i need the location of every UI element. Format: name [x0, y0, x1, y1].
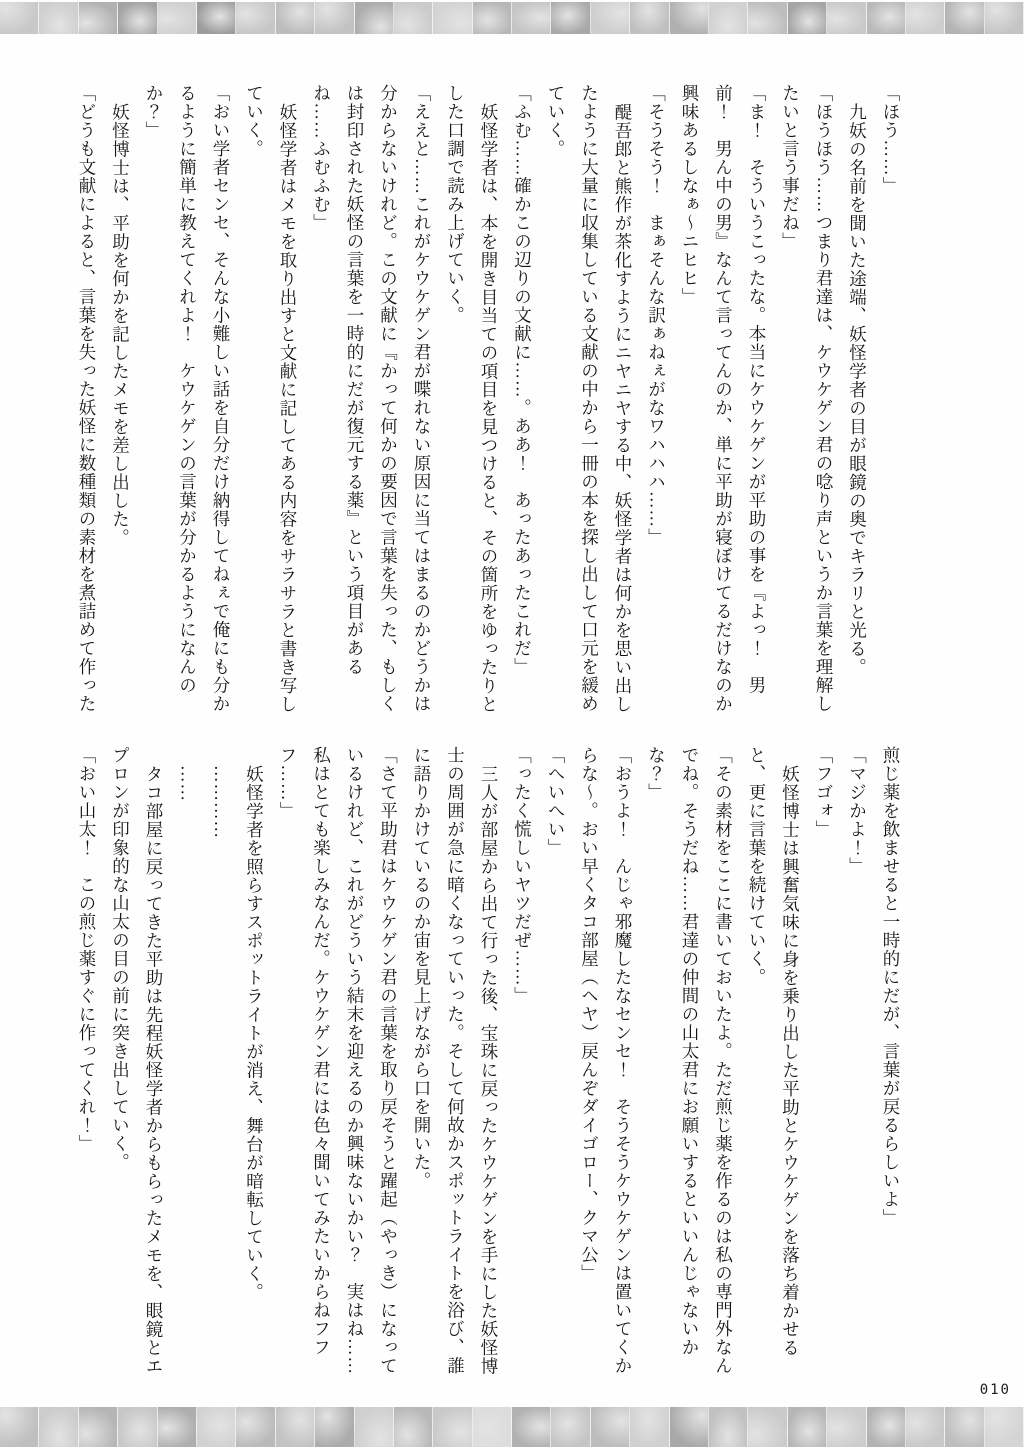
marble-tile: [985, 1407, 1024, 1447]
marble-tile: [473, 2, 512, 34]
marble-tile: [906, 2, 945, 34]
marble-tile: [39, 1407, 78, 1447]
paragraph: ……: [177, 764, 198, 802]
paragraph: 妖怪学者はメモを取り出すと文献に記してある内容をサラサラと書き写していく。: [244, 84, 298, 713]
paragraph: 妖怪学者は、本を開き目当ての項目を見つけると、その箇所をゆったりとした口調で読み上げていく。: [445, 84, 499, 713]
paragraph: 醍吾郎と熊作が茶化すようにニヤニヤする中、妖怪学者は何かを思い出したように大量に収集している文献の中から一冊の本を探し出して口元を緩めていく。: [546, 84, 633, 713]
paragraph: 「おうよ！ んじゃ邪魔したなセンセ！ そうそうケウケゲンは置いてくからな～。おい早くタコ部屋（ヘヤ）戻んぞダイゴロー、クマ公」: [579, 746, 633, 1375]
marble-tile: [709, 2, 748, 34]
marble-tile: [709, 1407, 748, 1447]
marble-tile: [0, 2, 39, 34]
paragraph: …………: [211, 764, 231, 839]
marble-tile: [118, 1407, 157, 1447]
paragraph: 「おい学者センセ、そんな小難しい話を自分だけ納得してねぇで俺にも分かるように簡単に教えてくれよ！ ケウケゲンの言葉が分かるようになんのか？」: [144, 84, 231, 713]
marble-tile: [551, 1407, 590, 1447]
marble-tile: [79, 1407, 118, 1447]
marble-tile: [591, 1407, 630, 1447]
paragraph: 「その素材をここに書いておいたよ。ただ煎じ薬を作るのは私の専門外なんでね。そうだね……君達の仲間の山太君にお願いするといいんじゃないかな？」: [646, 746, 734, 1375]
marble-tile: [276, 1407, 315, 1447]
paragraph: 「ほう……」: [881, 84, 901, 195]
marble-tile: [551, 2, 590, 34]
marble-tile: [788, 1407, 827, 1447]
marble-tile: [512, 1407, 551, 1447]
marble-tile: [591, 2, 630, 34]
marble-tile: [473, 1407, 512, 1447]
paragraph: 「ま！ そういうこったな。本当にケウケゲンが平助の事を『よっ！ 男前！ 男ん中の男』なんて言ってんのか、単に平助が寝ぼけてるだけなのか興味あるしなぁ～ニヒヒ」: [680, 84, 767, 713]
bottom-border-decoration: [0, 1407, 1024, 1447]
marble-tile: [197, 2, 236, 34]
paragraph: 「ふむ……確かこの辺りの文献に……。ああ！ あったあったこれだ」: [512, 84, 533, 676]
marble-tile: [827, 2, 866, 34]
marble-tile: [394, 2, 433, 34]
marble-tile: [315, 2, 354, 34]
paragraph: 「ったく慌しいヤツだぜ……」: [512, 746, 533, 1005]
marble-tile: [315, 1407, 354, 1447]
marble-tile: [197, 1407, 236, 1447]
marble-tile: [945, 1407, 984, 1447]
marble-tile: [355, 1407, 394, 1447]
marble-tile: [79, 2, 118, 34]
marble-tile: [867, 2, 906, 34]
marble-tile: [906, 1407, 945, 1447]
marble-tile: [827, 1407, 866, 1447]
marble-tile: [670, 1407, 709, 1447]
paragraph: 「どうも文献によると、言葉を失った妖怪に数種類の素材を煮詰めて作った: [77, 84, 97, 713]
paragraph: 「そうそう！ まぁそんな訳ぁねぇがなワハハハ……」: [646, 84, 667, 547]
marble-tile: [118, 2, 157, 34]
paragraph: タコ部屋に戻ってきた平助は先程妖怪学者からもらったメモを、眼鏡とエプロンが印象的な山太の目の前に突き出していく。: [110, 746, 164, 1375]
marble-tile: [630, 2, 669, 34]
paragraph: 「ほうほう……つまり君達は、ケウケゲン君の唸り声というか言葉を理解したいと言う事だね」: [780, 84, 834, 713]
marble-tile: [867, 1407, 906, 1447]
marble-tile: [394, 1407, 433, 1447]
paragraph: 煎じ薬を飲ませると一時的にだが、言葉が戻るらしいよ」: [881, 746, 901, 1227]
marble-tile: [748, 1407, 787, 1447]
marble-tile: [630, 1407, 669, 1447]
paragraph: 妖怪博士は興奮気味に身を乗り出した平助とケウケゲンを落ち着かせると、更に言葉を続けていく。: [747, 746, 801, 1357]
marble-tile: [276, 2, 315, 34]
story-text-top-band: [66, 84, 907, 718]
paragraph: 三人が部屋から出て行った後、宝珠に戻ったケウケゲンを手にした妖怪博士の周囲が急に暗くなっていった。そして何故かスポットライトを浴び、誰に語りかけているのか宙を見上げながら口を開いた。: [412, 746, 499, 1375]
paragraph: 「へいへい」: [546, 746, 566, 857]
paragraph: 妖怪博士は、平助を何かを記したメモを差し出した。: [110, 102, 131, 547]
marble-tile: [788, 2, 827, 34]
marble-tile: [0, 1407, 39, 1447]
marble-tile: [355, 2, 394, 34]
paragraph: 「フゴォ」: [814, 746, 834, 839]
marble-tile: [512, 2, 551, 34]
top-border-decoration: [0, 2, 1024, 34]
marble-tile: [158, 2, 197, 34]
paragraph: 「おい山太！ この煎じ薬すぐに作ってくれ！」: [77, 746, 97, 1153]
marble-tile: [39, 2, 78, 34]
paragraph: 「マジかよ！」: [847, 746, 868, 876]
marble-tile: [433, 1407, 472, 1447]
marble-tile: [236, 1407, 275, 1447]
marble-tile: [670, 2, 709, 34]
marble-tile: [433, 2, 472, 34]
paragraph: 妖怪学者を照らすスポットライトが消え、舞台が暗転していく。: [244, 764, 265, 1301]
story-text-bottom-band: [66, 746, 907, 1386]
page-number: 010: [979, 1382, 1011, 1398]
marble-tile: [748, 2, 787, 34]
paragraph: 九妖の名前を聞いた途端、妖怪学者の目が眼鏡の奥でキラリと光る。: [847, 102, 868, 676]
paragraph: 「さて平助君はケウケゲン君の言葉を取り戻そうと躍起（やっき）になっているけれど、これがどういう結末を迎えるのか興味ないかい？ 実はね……私はとても楽しみなんだ。ケウケゲン君には色々聞いてみたいからねフフフ……」: [278, 746, 399, 1375]
marble-tile: [158, 1407, 197, 1447]
marble-tile: [945, 2, 984, 34]
marble-tile: [985, 2, 1024, 34]
marble-tile: [236, 2, 275, 34]
paragraph: 「ええと……これがケウケゲン君が喋れない原因に当てはまるのかどうかは分からないけれど。この文献に『かって何かの要因で言葉を失った、もしくは封印された妖怪の言葉を一時的にだが復元する薬』という項目があるね……ふむふむ」: [311, 84, 432, 713]
